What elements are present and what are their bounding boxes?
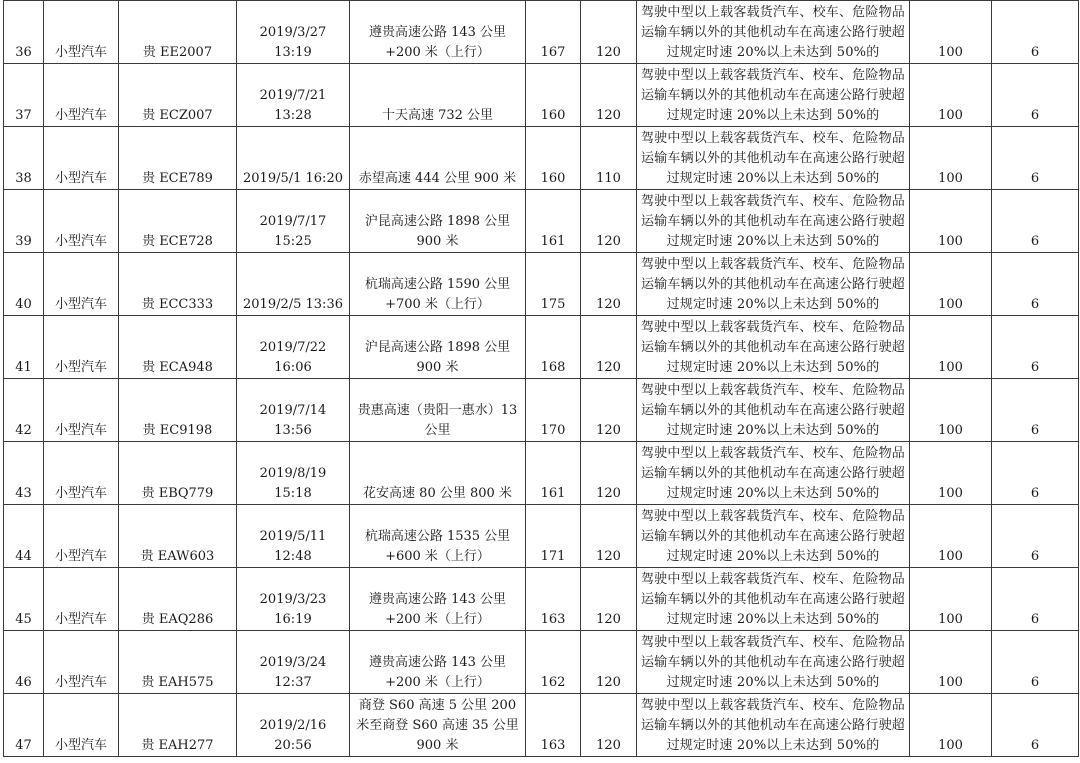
fine-amount-cell: 100 bbox=[910, 190, 992, 253]
violation-time-cell: 2019/8/19 15:18 bbox=[237, 442, 350, 505]
table-row bbox=[4, 253, 1079, 316]
row-number: 45 bbox=[4, 568, 44, 631]
measured-speed-cell: 162 bbox=[526, 631, 581, 694]
row-number: 42 bbox=[4, 379, 44, 442]
vehicle-type-cell: 小型汽车 bbox=[44, 190, 119, 253]
violation-time-cell: 2019/7/22 16:06 bbox=[237, 316, 350, 379]
fine-amount-cell: 100 bbox=[910, 64, 992, 127]
table-row bbox=[4, 127, 1079, 190]
speed-limit-cell: 120 bbox=[581, 505, 637, 568]
violation-time-cell: 2019/5/1 16:20 bbox=[237, 127, 350, 190]
vehicle-type-cell: 小型汽车 bbox=[44, 316, 119, 379]
vehicle-type-cell: 小型汽车 bbox=[44, 1, 119, 64]
location-cell: 遵贵高速公路 143 公里+200 米（上行） bbox=[350, 631, 526, 694]
location-cell: 沪昆高速公路 1898 公里 900 米 bbox=[350, 316, 526, 379]
plate-number-cell: 贵 EBQ779 bbox=[119, 442, 237, 505]
vehicle-type-cell: 小型汽车 bbox=[44, 253, 119, 316]
speed-limit-cell: 110 bbox=[581, 127, 637, 190]
vehicle-type-cell: 小型汽车 bbox=[44, 379, 119, 442]
penalty-points-cell: 6 bbox=[992, 568, 1079, 631]
row-number: 47 bbox=[4, 694, 44, 757]
fine-amount-cell: 100 bbox=[910, 379, 992, 442]
speed-limit-cell: 120 bbox=[581, 64, 637, 127]
measured-speed-cell: 168 bbox=[526, 316, 581, 379]
penalty-points-cell: 6 bbox=[992, 64, 1079, 127]
violation-description-cell: 驾驶中型以上载客载货汽车、校车、危险物品运输车辆以外的其他机动车在高速公路行驶超过规定时速 20%以上未达到 50%的 bbox=[637, 253, 910, 316]
location-cell: 商登 S60 高速 5 公里 200 米至商登 S60 高速 35 公里 900 米 bbox=[350, 694, 526, 757]
row-number: 41 bbox=[4, 316, 44, 379]
location-cell: 沪昆高速公路 1898 公里 900 米 bbox=[350, 190, 526, 253]
violation-time-cell: 2019/2/16 20:56 bbox=[237, 694, 350, 757]
row-number: 44 bbox=[4, 505, 44, 568]
violation-description-cell: 驾驶中型以上载客载货汽车、校车、危险物品运输车辆以外的其他机动车在高速公路行驶超过规定时速 20%以上未达到 50%的 bbox=[637, 568, 910, 631]
plate-number-cell: 贵 EE2007 bbox=[119, 1, 237, 64]
plate-number-cell: 贵 ECZ007 bbox=[119, 64, 237, 127]
violation-description-cell: 驾驶中型以上载客载货汽车、校车、危险物品运输车辆以外的其他机动车在高速公路行驶超过规定时速 20%以上未达到 50%的 bbox=[637, 442, 910, 505]
measured-speed-cell: 160 bbox=[526, 127, 581, 190]
plate-number-cell: 贵 EAW603 bbox=[119, 505, 237, 568]
plate-number-cell: 贵 ECE789 bbox=[119, 127, 237, 190]
violation-time-cell: 2019/2/5 13:36 bbox=[237, 253, 350, 316]
penalty-points-cell: 6 bbox=[992, 190, 1079, 253]
table-row bbox=[4, 379, 1079, 442]
measured-speed-cell: 163 bbox=[526, 568, 581, 631]
fine-amount-cell: 100 bbox=[910, 505, 992, 568]
violation-description-cell: 驾驶中型以上载客载货汽车、校车、危险物品运输车辆以外的其他机动车在高速公路行驶超过规定时速 20%以上未达到 50%的 bbox=[637, 694, 910, 757]
violation-time-cell: 2019/3/27 13:19 bbox=[237, 1, 350, 64]
speed-limit-cell: 120 bbox=[581, 568, 637, 631]
penalty-points-cell: 6 bbox=[992, 631, 1079, 694]
violation-description-cell: 驾驶中型以上载客载货汽车、校车、危险物品运输车辆以外的其他机动车在高速公路行驶超过规定时速 20%以上未达到 50%的 bbox=[637, 1, 910, 64]
measured-speed-cell: 163 bbox=[526, 694, 581, 757]
penalty-points-cell: 6 bbox=[992, 127, 1079, 190]
violation-description-cell: 驾驶中型以上载客载货汽车、校车、危险物品运输车辆以外的其他机动车在高速公路行驶超过规定时速 20%以上未达到 50%的 bbox=[637, 379, 910, 442]
plate-number-cell: 贵 ECA948 bbox=[119, 316, 237, 379]
vehicle-type-cell: 小型汽车 bbox=[44, 631, 119, 694]
vehicle-type-cell: 小型汽车 bbox=[44, 505, 119, 568]
violation-time-cell: 2019/3/24 12:37 bbox=[237, 631, 350, 694]
measured-speed-cell: 175 bbox=[526, 253, 581, 316]
row-number: 38 bbox=[4, 127, 44, 190]
penalty-points-cell: 6 bbox=[992, 253, 1079, 316]
vehicle-type-cell: 小型汽车 bbox=[44, 568, 119, 631]
table-row bbox=[4, 64, 1079, 127]
speed-limit-cell: 120 bbox=[581, 379, 637, 442]
speed-limit-cell: 120 bbox=[581, 316, 637, 379]
table-row bbox=[4, 505, 1079, 568]
violation-time-cell: 2019/5/11 12:48 bbox=[237, 505, 350, 568]
fine-amount-cell: 100 bbox=[910, 316, 992, 379]
violation-time-cell: 2019/7/14 13:56 bbox=[237, 379, 350, 442]
fine-amount-cell: 100 bbox=[910, 694, 992, 757]
fine-amount-cell: 100 bbox=[910, 631, 992, 694]
table-row bbox=[4, 1, 1079, 64]
violation-time-cell: 2019/3/23 16:19 bbox=[237, 568, 350, 631]
table-row bbox=[4, 442, 1079, 505]
violation-description-cell: 驾驶中型以上载客载货汽车、校车、危险物品运输车辆以外的其他机动车在高速公路行驶超过规定时速 20%以上未达到 50%的 bbox=[637, 631, 910, 694]
table-row bbox=[4, 631, 1079, 694]
violation-description-cell: 驾驶中型以上载客载货汽车、校车、危险物品运输车辆以外的其他机动车在高速公路行驶超过规定时速 20%以上未达到 50%的 bbox=[637, 190, 910, 253]
location-cell: 贵惠高速（贵阳一惠水）13 公里 bbox=[350, 379, 526, 442]
vehicle-type-cell: 小型汽车 bbox=[44, 442, 119, 505]
penalty-points-cell: 6 bbox=[992, 505, 1079, 568]
location-cell: 杭瑞高速公路 1535 公里+600 米（上行） bbox=[350, 505, 526, 568]
violation-description-cell: 驾驶中型以上载客载货汽车、校车、危险物品运输车辆以外的其他机动车在高速公路行驶超过规定时速 20%以上未达到 50%的 bbox=[637, 127, 910, 190]
location-cell: 赤望高速 444 公里 900 米 bbox=[350, 127, 526, 190]
row-number: 39 bbox=[4, 190, 44, 253]
location-cell: 遵贵高速公路 143 公里+200 米（上行） bbox=[350, 1, 526, 64]
penalty-points-cell: 6 bbox=[992, 442, 1079, 505]
penalty-points-cell: 6 bbox=[992, 694, 1079, 757]
table-row bbox=[4, 316, 1079, 379]
speed-limit-cell: 120 bbox=[581, 442, 637, 505]
violation-description-cell: 驾驶中型以上载客载货汽车、校车、危险物品运输车辆以外的其他机动车在高速公路行驶超过规定时速 20%以上未达到 50%的 bbox=[637, 64, 910, 127]
penalty-points-cell: 6 bbox=[992, 1, 1079, 64]
measured-speed-cell: 160 bbox=[526, 64, 581, 127]
row-number: 36 bbox=[4, 1, 44, 64]
location-cell: 花安高速 80 公里 800 米 bbox=[350, 442, 526, 505]
plate-number-cell: 贵 EC9198 bbox=[119, 379, 237, 442]
measured-speed-cell: 167 bbox=[526, 1, 581, 64]
fine-amount-cell: 100 bbox=[910, 442, 992, 505]
measured-speed-cell: 170 bbox=[526, 379, 581, 442]
speed-limit-cell: 120 bbox=[581, 253, 637, 316]
location-cell: 十天高速 732 公里 bbox=[350, 64, 526, 127]
penalty-points-cell: 6 bbox=[992, 316, 1079, 379]
fine-amount-cell: 100 bbox=[910, 1, 992, 64]
location-cell: 遵贵高速公路 143 公里+200 米（上行） bbox=[350, 568, 526, 631]
row-number: 46 bbox=[4, 631, 44, 694]
violation-description-cell: 驾驶中型以上载客载货汽车、校车、危险物品运输车辆以外的其他机动车在高速公路行驶超过规定时速 20%以上未达到 50%的 bbox=[637, 505, 910, 568]
plate-number-cell: 贵 EAH277 bbox=[119, 694, 237, 757]
violation-time-cell: 2019/7/17 15:25 bbox=[237, 190, 350, 253]
speed-limit-cell: 120 bbox=[581, 1, 637, 64]
row-number: 37 bbox=[4, 64, 44, 127]
speed-limit-cell: 120 bbox=[581, 694, 637, 757]
measured-speed-cell: 171 bbox=[526, 505, 581, 568]
violation-time-cell: 2019/7/21 13:28 bbox=[237, 64, 350, 127]
plate-number-cell: 贵 EAH575 bbox=[119, 631, 237, 694]
fine-amount-cell: 100 bbox=[910, 127, 992, 190]
fine-amount-cell: 100 bbox=[910, 253, 992, 316]
fine-amount-cell: 100 bbox=[910, 568, 992, 631]
table-row bbox=[4, 694, 1079, 757]
row-number: 43 bbox=[4, 442, 44, 505]
plate-number-cell: 贵 ECC333 bbox=[119, 253, 237, 316]
table-row bbox=[4, 568, 1079, 631]
penalty-points-cell: 6 bbox=[992, 379, 1079, 442]
speed-limit-cell: 120 bbox=[581, 190, 637, 253]
location-cell: 杭瑞高速公路 1590 公里+700 米（上行） bbox=[350, 253, 526, 316]
violations-table bbox=[3, 0, 1079, 757]
measured-speed-cell: 161 bbox=[526, 190, 581, 253]
vehicle-type-cell: 小型汽车 bbox=[44, 64, 119, 127]
violation-description-cell: 驾驶中型以上载客载货汽车、校车、危险物品运输车辆以外的其他机动车在高速公路行驶超过规定时速 20%以上未达到 50%的 bbox=[637, 316, 910, 379]
vehicle-type-cell: 小型汽车 bbox=[44, 694, 119, 757]
speed-limit-cell: 120 bbox=[581, 631, 637, 694]
table-row bbox=[4, 190, 1079, 253]
plate-number-cell: 贵 EAQ286 bbox=[119, 568, 237, 631]
vehicle-type-cell: 小型汽车 bbox=[44, 127, 119, 190]
measured-speed-cell: 161 bbox=[526, 442, 581, 505]
row-number: 40 bbox=[4, 253, 44, 316]
plate-number-cell: 贵 ECE728 bbox=[119, 190, 237, 253]
